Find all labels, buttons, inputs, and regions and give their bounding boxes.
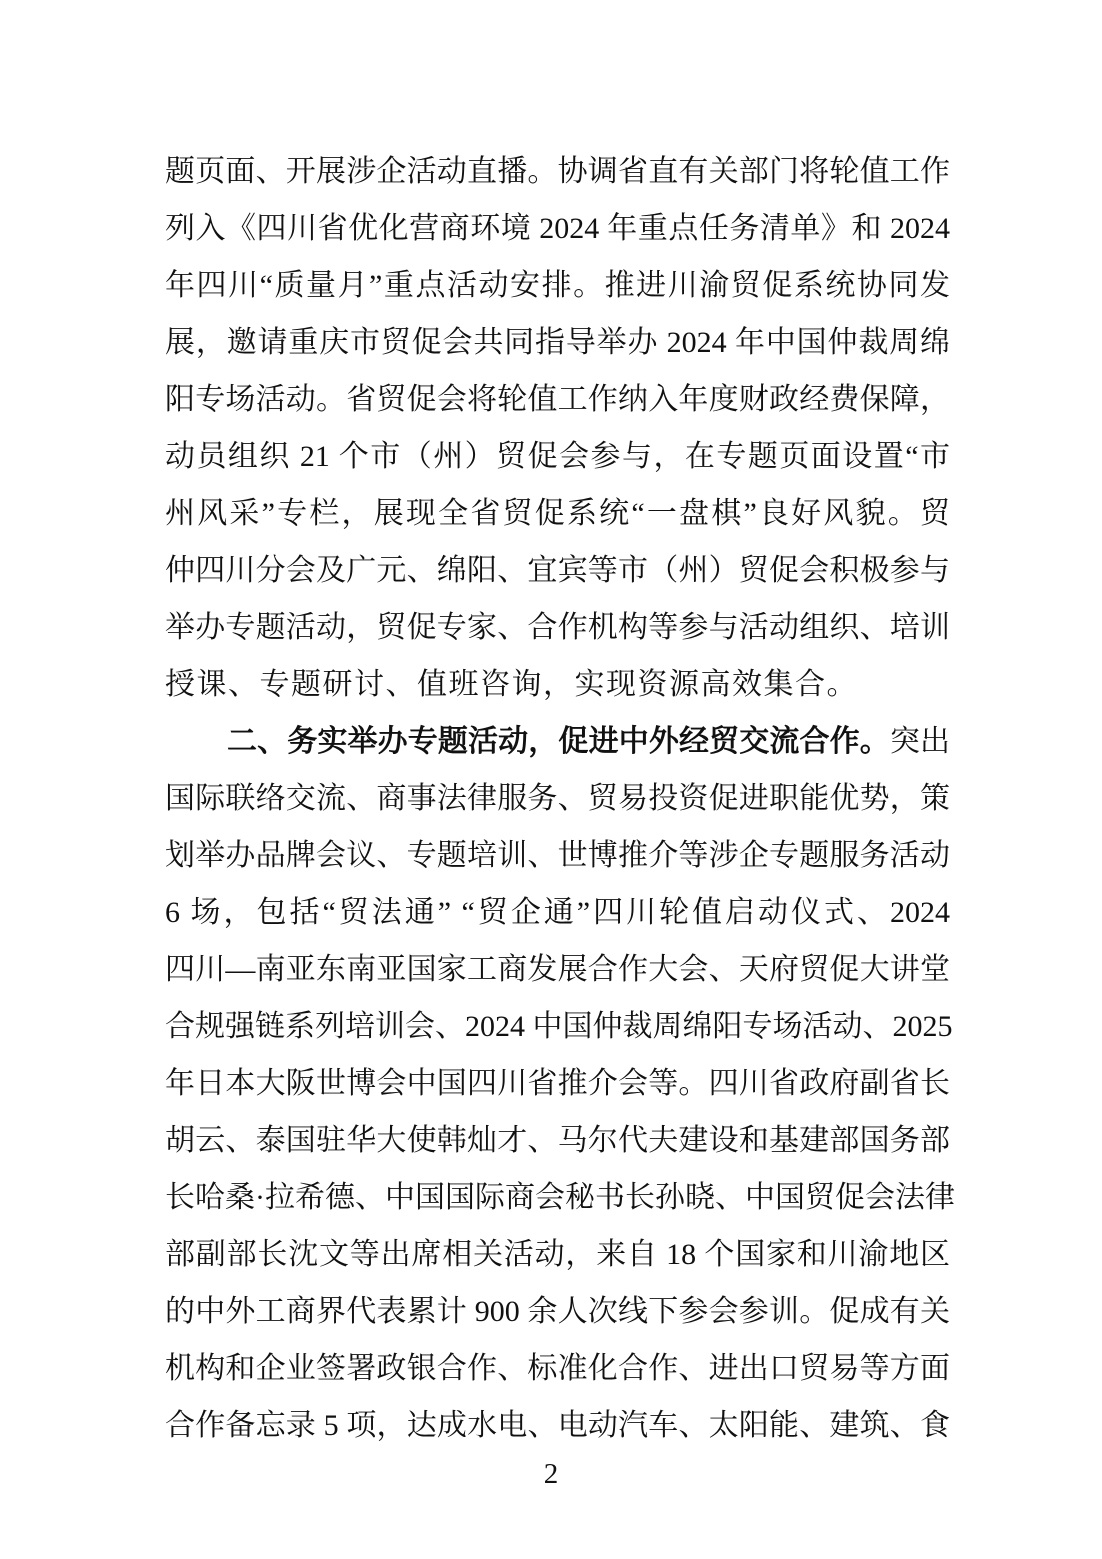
page-number: 2 xyxy=(543,1458,559,1490)
text-line: 阳专场活动。省贸促会将轮值工作纳入年度财政经费保障， xyxy=(165,383,950,416)
text-line: 展，邀请重庆市贸促会共同指导举办 2024 年中国仲裁周绵 xyxy=(165,326,950,359)
text-line: 胡云、泰国驻华大使韩灿才、马尔代夫建设和基建部国务部 xyxy=(165,1124,950,1157)
text-line: 6 场，包括“贸法通” “贸企通”四川轮值启动仪式、2024 xyxy=(165,896,950,929)
text-line: 合作备忘录 5 项，达成水电、电动汽车、太阳能、建筑、食 xyxy=(165,1409,950,1442)
text-line: 合规强链系列培训会、2024 中国仲裁周绵阳专场活动、2025 xyxy=(165,1010,953,1043)
text-line: 题页面、开展涉企活动直播。协调省直有关部门将轮值工作 xyxy=(165,155,950,188)
text-line: 四川—南亚东南亚国家工商发展合作大会、天府贸促大讲堂 xyxy=(165,953,950,986)
text-line: 仲四川分会及广元、绵阳、宜宾等市（州）贸促会积极参与 xyxy=(165,554,950,587)
section-heading-line xyxy=(165,713,950,770)
text-line: 年四川“质量月”重点活动安排。推进川渝贸促系统协同发 xyxy=(165,269,950,302)
text-line: 举办专题活动，贸促专家、合作机构等参与活动组织、培训 xyxy=(165,611,950,644)
section-heading: 二、务实举办专题活动，促进中外经贸交流合作。 xyxy=(227,725,890,758)
section-heading-continuation: 突出 xyxy=(889,725,951,758)
text-line: 国际联络交流、商事法律服务、贸易投资促进职能优势，策 xyxy=(165,782,950,815)
text-line: 州风采”专栏，展现全省贸促系统“一盘棋”良好风貌。贸 xyxy=(165,497,950,530)
text-line: 年日本大阪世博会中国四川省推介会等。四川省政府副省长 xyxy=(165,1067,950,1100)
text-line: 授课、专题研讨、值班咨询，实现资源高效集合。 xyxy=(165,668,858,701)
text-line: 列入《四川省优化营商环境 2024 年重点任务清单》和 2024 xyxy=(165,212,950,245)
text-line: 划举办品牌会议、专题培训、世博推介等涉企专题服务活动 xyxy=(165,839,950,872)
text-line: 动员组织 21 个市（州）贸促会参与，在专题页面设置“市 xyxy=(165,440,950,473)
text-line: 机构和企业签署政银合作、标准化合作、进出口贸易等方面 xyxy=(165,1352,950,1385)
text-line: 的中外工商界代表累计 900 余人次线下参会参训。促成有关 xyxy=(165,1295,950,1328)
text-line: 长哈桑·拉希德、中国国际商会秘书长孙晓、中国贸促会法律 xyxy=(165,1181,955,1214)
document-body xyxy=(165,143,955,1454)
text-line: 部副部长沈文等出席相关活动，来自 18 个国家和川渝地区 xyxy=(165,1238,950,1271)
